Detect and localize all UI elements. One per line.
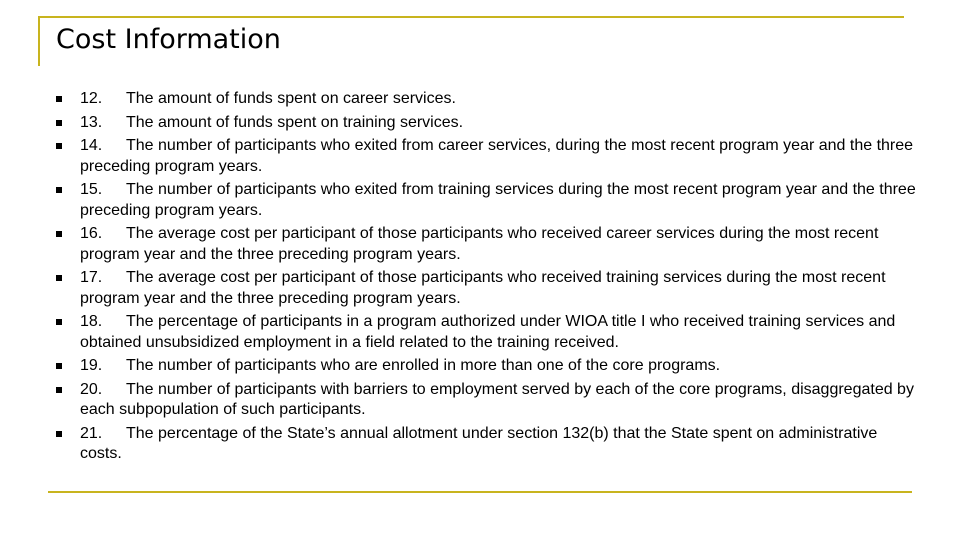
square-bullet-icon bbox=[56, 275, 62, 281]
list-item bbox=[56, 224, 916, 265]
square-bullet-icon bbox=[56, 319, 62, 325]
list-item bbox=[56, 136, 916, 177]
square-bullet-icon bbox=[56, 231, 62, 237]
item-number: 18. bbox=[80, 313, 103, 330]
item-text: The number of participants with barriers to employment served by each of the core programs, disaggregated by each subpopulation of such participants. bbox=[80, 380, 914, 418]
frame-top-rule bbox=[38, 16, 904, 18]
square-bullet-icon bbox=[56, 120, 62, 126]
square-bullet-icon bbox=[56, 387, 62, 393]
item-number: 14. bbox=[80, 137, 103, 154]
square-bullet-icon bbox=[56, 363, 62, 369]
item-text: The percentage of participants in a program authorized under WIOA title I who received training services and obtained unsubsidized employment in a field related to the training received. bbox=[80, 313, 896, 351]
frame-bottom-rule bbox=[48, 491, 912, 493]
frame-left-rule bbox=[38, 16, 40, 66]
list-item bbox=[56, 380, 916, 421]
item-text: The number of participants who are enrolled in more than one of the core programs. bbox=[126, 357, 721, 374]
list-item bbox=[56, 312, 916, 353]
list-item bbox=[56, 356, 916, 377]
item-number: 17. bbox=[80, 269, 103, 286]
square-bullet-icon bbox=[56, 187, 62, 193]
item-text: The amount of funds spent on training services. bbox=[126, 113, 464, 131]
item-text: The number of participants who exited from career services, during the most recent program year and the three preceding program years. bbox=[80, 137, 914, 175]
item-text: The number of participants who exited from training services during the most recent program year and the three preceding program years. bbox=[80, 181, 916, 219]
list-item bbox=[56, 180, 916, 221]
item-number: 20. bbox=[80, 380, 103, 398]
list-item bbox=[56, 268, 916, 309]
item-text: The amount of funds spent on career services. bbox=[126, 90, 456, 107]
item-number: 12. bbox=[80, 90, 103, 107]
list-item bbox=[56, 89, 916, 110]
item-number: 13. bbox=[80, 113, 103, 131]
slide-title: Cost Information bbox=[56, 24, 281, 55]
square-bullet-icon bbox=[56, 96, 62, 102]
bullet-list bbox=[56, 89, 916, 468]
item-text: The average cost per participant of those participants who received training services during the most recent program year and the three preceding program years. bbox=[80, 269, 886, 307]
item-text: The average cost per participant of those participants who received career services during the most recent program year and the three preceding program years. bbox=[80, 225, 879, 263]
square-bullet-icon bbox=[56, 431, 62, 437]
item-number: 21. bbox=[80, 424, 103, 442]
item-number: 16. bbox=[80, 225, 103, 242]
item-number: 19. bbox=[80, 357, 103, 374]
list-item bbox=[56, 424, 916, 465]
list-item bbox=[56, 113, 916, 134]
square-bullet-icon bbox=[56, 143, 62, 149]
item-text: The percentage of the State’s annual allotment under section 132(b) that the State spent on administrative costs. bbox=[80, 424, 878, 462]
item-number: 15. bbox=[80, 181, 103, 198]
